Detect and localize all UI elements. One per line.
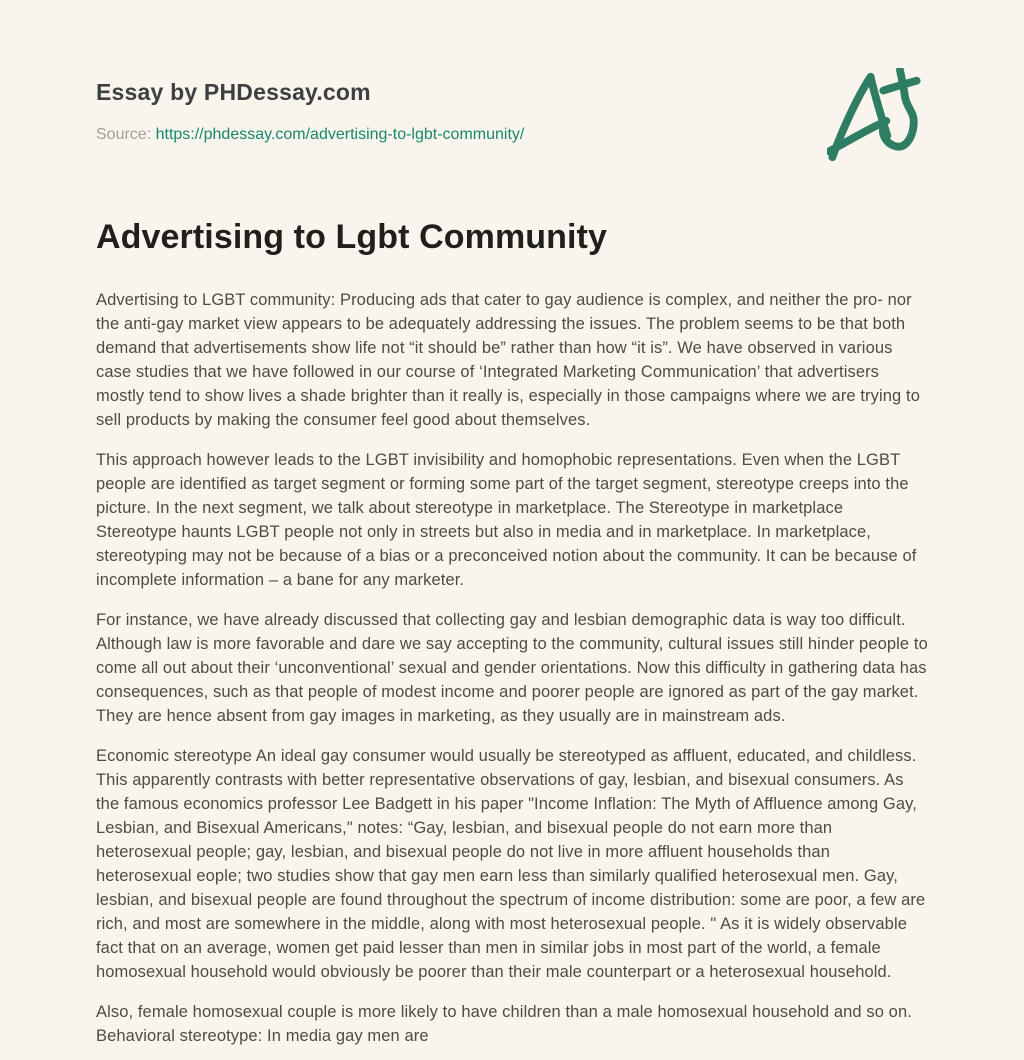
article-paragraph-1: Advertising to LGBT community: Producing ads that cater to gay audience is complex, and neither the pro- nor the anti-gay market view appears to be adequately addressing the issues. The problem seems to be that both demand that advertisements show life not “it should be” rather than how “it is”. We have observed in various case studies that we have followed in our course of ‘Integrated Marketing Communication’ that advertisers mostly tend to show lives a shade brighter than it really is, especially in those campaigns where we are trying to sell products by making the consumer feel good about themselves. [96,290,920,429]
source-link[interactable]: https://phdessay.com/advertising-to-lgbt-community/ [155,126,525,143]
a-plus-logo-icon [827,68,922,166]
source-label: Source: [96,126,152,143]
article-paragraph-2: This approach however leads to the LGBT invisibility and homophobic representations. Even when the LGBT people are identified as target segment or forming some part of the target segment, stereotype creeps into the picture. In the next segment, we talk about stereotype in marketplace. The Stereotype in marketplace Stereotype haunts LGBT people not only in streets but also in media and in marketplace. In marketplace, stereotyping may not be because of a bias or a preconceived notion about the community. It can be because of incomplete information – a bane for any marketer. [96,450,917,589]
logo-plus-bar-stroke [883,81,916,91]
article-paragraph-3: For instance, we have already discussed that collecting gay and lesbian demographic data is way too difficult. Although law is more favorable and dare we say accepting to the community, cultural issues still hinder people to come all out about their ‘unconventional’ sexual and gender orientations. Now this difficulty in gathering data has consequences, such as that people of modest income and poorer people are ignored as part of the gay market. They are hence absent from gay images in marketing, as they usually are in mainstream ads. [96,610,928,725]
article [96,220,928,1048]
article-body [96,288,928,1048]
page-header [96,81,928,143]
article-paragraph-4: Economic stereotype An ideal gay consumer would usually be stereotyped as affluent, educated, and childless. This apparently contrasts with better representative observations of gay, lesbian, and bisexual consumers. As the famous economics professor Lee Badgett in his paper "Income Inflation: The Myth of Affluence among Gay, Lesbian, and Bisexual Americans," notes: “Gay, lesbian, and bisexual people do not earn more than heterosexual people; gay, lesbian, and bisexual people do not live in more affluent households than heterosexual eople; two studies show that gay men earn less than similarly qualified heterosexual men. Gay, lesbian, and bisexual people are found throughout the spectrum of income distribution: some are poor, a few are rich, and most are somewhere in the middle, along with most heterosexual people. " As it is widely observable fact that on an average, women get paid lesser than men in similar jobs in most part of the world, a female homosexual household would obviously be poorer than their male counterpart or a heterosexual household. [96,746,926,981]
source-line [96,127,928,143]
article-title: Advertising to Lgbt Community [96,218,607,256]
site-title: Essay by PHDessay.com [96,79,371,105]
article-paragraph-5: Also, female homosexual couple is more likely to have children than a male homosexual household and so on. Behavioral stereotype: In media gay men are [96,1002,912,1045]
essay-page [96,0,928,1048]
